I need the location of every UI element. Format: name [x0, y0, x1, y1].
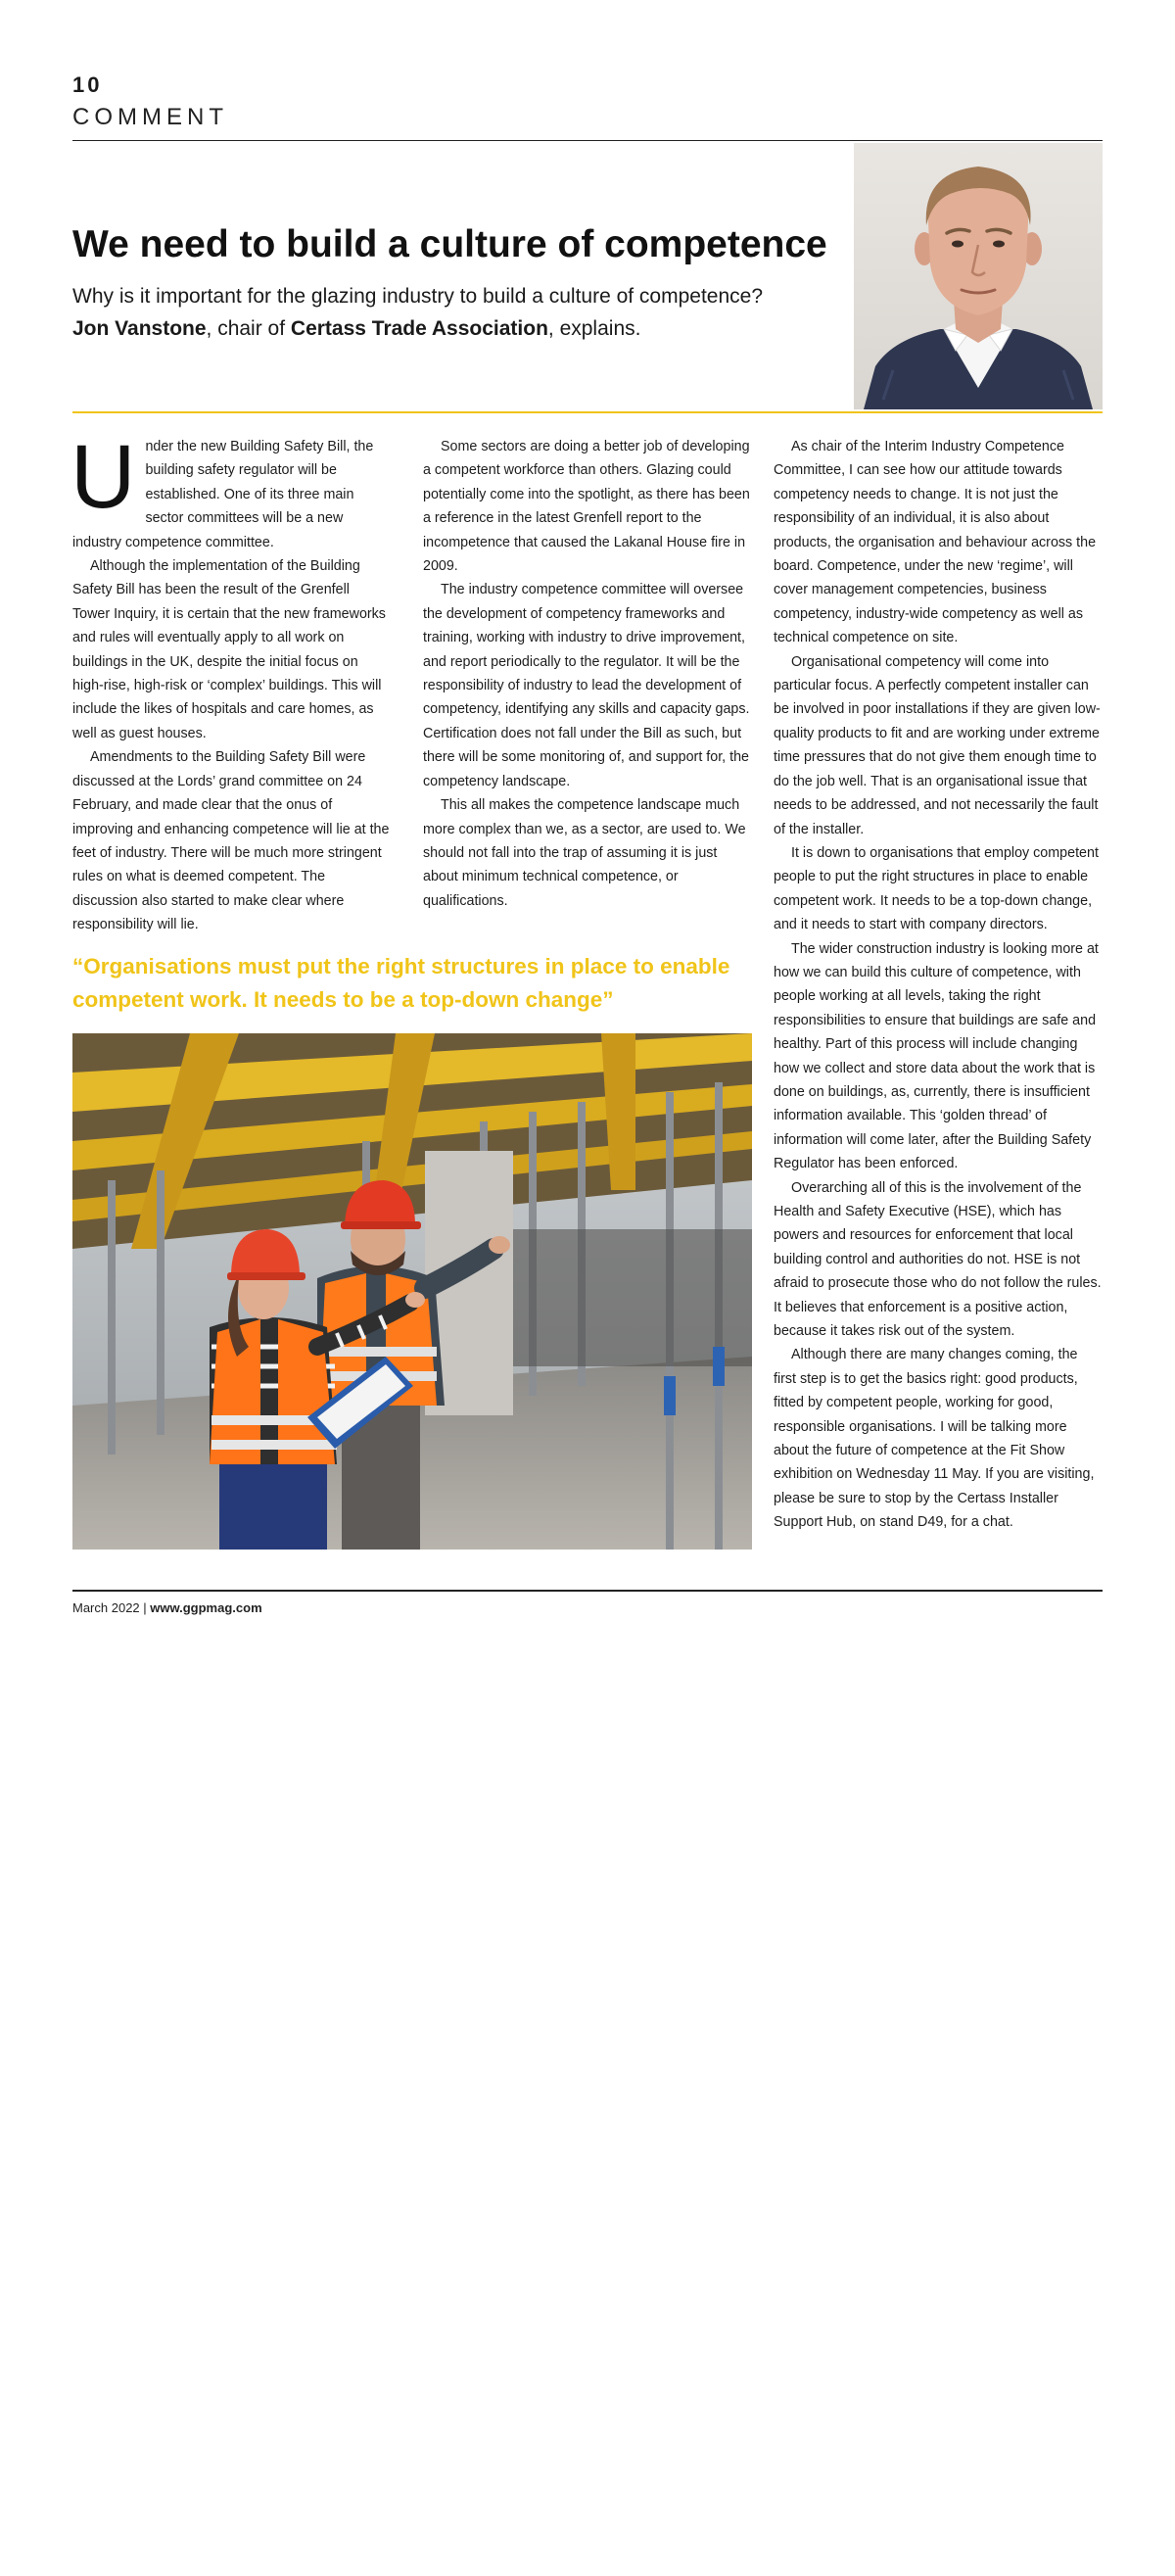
- standfirst-question: Why is it important for the glazing industry to build a culture of competence?: [72, 285, 764, 308]
- article-paragraph: Amendments to the Building Safety Bill were discussed at the Lords’ grand committee on 24 February, and made clear that the onus of improving and enhancing competence will lie at the feet of industry. There will be much more stringent rules on what is deemed competent. The discussion also started to make clear where responsibility will lie.: [72, 749, 390, 933]
- article-column-3: [774, 435, 1103, 1535]
- page-footer: [72, 1600, 262, 1615]
- article-paragraph: As chair of the Interim Industry Competence Committee, I can see how our attitude towards competency needs to change. It is not just the responsibility of an individual, it is also about products, the organisation and behaviour across the board. Competence, under the new ‘regime’, will cover management competencies, business competency, industry-wide competency as well as technical competence on site.: [774, 439, 1097, 646]
- article-paragraph: Overarching all of this is the involvement of the Health and Safety Executive (HSE), which has powers and resources for enforcement that local building control and authorities do not. HSE is not afraid to prosecute those who do not follow the rules. It believes that enforcement is a positive action, because it takes risk out of the system.: [774, 1179, 1102, 1340]
- footer-website-link[interactable]: www.ggpmag.com: [150, 1600, 262, 1615]
- article-paragraph: Organisational competency will come into particular focus. A perfectly competent installer can be involved in poor installations if they are given low-quality products to fit and are working under extreme time pressures that do not give them enough time to do the job well. That is an organisational issue that needs to be addressed, and not necessarily the fault of the installer.: [774, 653, 1101, 837]
- author-role-prefix: , chair of: [206, 317, 291, 340]
- section-label: COMMENT: [72, 104, 228, 130]
- article-column-2: [423, 435, 752, 913]
- article-paragraph: The industry competence committee will oversee the development of competency frameworks and training, working with industry to drive improvement, and report periodically to the regulator. It will be the responsibility of industry to lead the development of competency, identifying any skills and capacity gaps. Certification does not fall under the Bill as such, but there will be some monitoring of, and support for, the competency landscape.: [423, 582, 750, 789]
- bottom-divider: [72, 1590, 1103, 1592]
- footer-date: March 2022 |: [72, 1600, 147, 1615]
- article-paragraph: This all makes the competence landscape much more complex than we, as a sector, are used to. We should not fall into the trap of assuming it is just about minimum technical competence, or qualifications.: [423, 797, 746, 909]
- paragraph-text: nder the new Building Safety Bill, the building safety regulator will be established. One of its three main sector committees will be a new industry competence committee.: [72, 439, 374, 550]
- author-portrait: [854, 143, 1103, 409]
- article-column-1: [70, 427, 390, 937]
- top-divider: [72, 140, 1103, 141]
- organisation-name: Certass Trade Association: [290, 317, 548, 340]
- page-number: 10: [72, 72, 103, 97]
- article-headline: We need to build a culture of competence: [72, 223, 827, 265]
- photo-credit: © Robert Kneschke.stock-adobe.com: [805, 2397, 817, 2576]
- drop-cap: U: [70, 427, 136, 527]
- article-paragraph: [70, 427, 390, 554]
- article-standfirst: [72, 280, 836, 345]
- pull-quote: “Organisations must put the right structures in place to enable competent work. It needs to be a top-down change”: [72, 954, 730, 1012]
- article-paragraph: Although there are many changes coming, the first step is to get the basics right: good products, fitted by competent people, working for good, responsible organisations. I will be talking more about the future of competence at the Fit Show exhibition on Wednesday 11 May. If you are visiting, please be sure to stop by the Certass Installer Support Hub, on stand D49, for a chat.: [774, 1347, 1095, 1531]
- yellow-divider: [72, 411, 1103, 413]
- standfirst-end: , explains.: [547, 317, 641, 340]
- author-name: Jon Vanstone: [72, 317, 207, 340]
- article-paragraph: Some sectors are doing a better job of developing a competent workforce than others. Glazing could potentially come into the spotlight, as there has been a reference in the latest Grenfell report to the incompetence that caused the Lakanal House fire in 2009.: [423, 439, 750, 575]
- article-paragraph: Although the implementation of the Building Safety Bill has been the result of the Grenfell Tower Inquiry, it is certain that the new frameworks and rules will eventually apply to all work on buildings in the UK, despite the initial focus on high-rise, high-risk or ‘complex’ buildings. This will include the likes of hospitals and care homes, as well as guest houses.: [72, 558, 386, 741]
- article-paragraph: It is down to organisations that employ competent people to put the right structures in place to enable competent work. It needs to be a top-down change, and it needs to start with company directors.: [774, 844, 1099, 933]
- article-paragraph: The wider construction industry is looking more at how we can build this culture of competence, with people working at all levels, taking the right responsibilities to ensure that buildings are safe and healthy. Part of this process will include changing how we collect and store data about the work that is done on buildings, as, currently, there is insufficient information available. This ‘golden thread’ of information will come later, after the Building Safety Regulator has been enforced.: [774, 940, 1099, 1172]
